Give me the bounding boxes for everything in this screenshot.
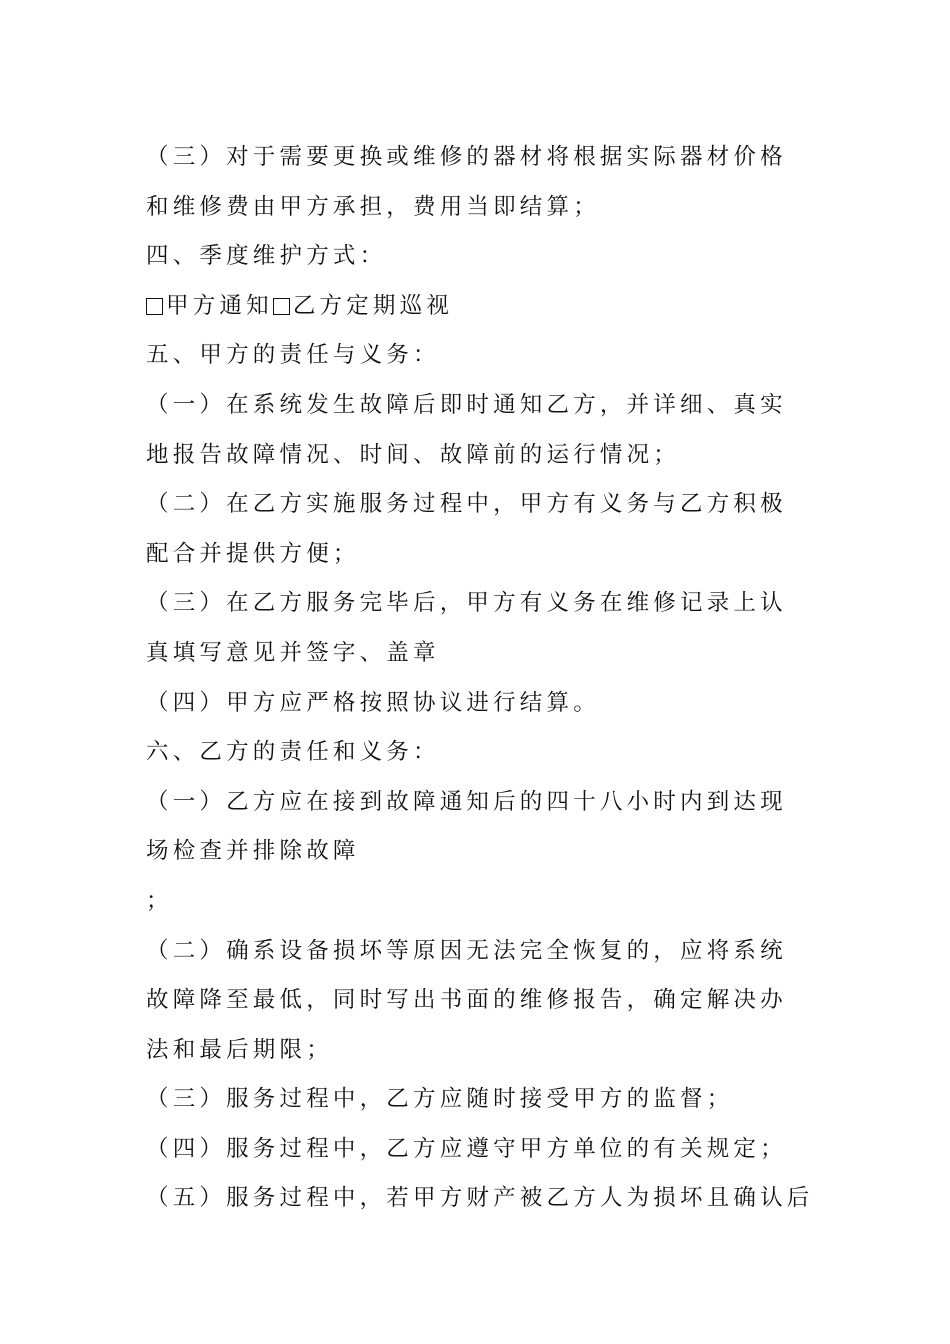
maintenance-options (146, 282, 806, 332)
section-4-heading: 四、季度维护方式： (146, 243, 387, 270)
section-5-heading: 五、甲方的责任与义务： (146, 342, 440, 369)
clause-5-3-paragraph: （三）在乙方服务完毕后，甲方有义务在维修记录上认真填写意见并签字、盖章 (146, 590, 787, 666)
option-party-a-notify: 甲方通知 (166, 292, 273, 319)
clause-6-2-paragraph: （二）确系设备损坏等原因无法完全恢复的，应将系统故障降至最低，同时写出书面的维修报告，确定解决办法和最后期限； (146, 937, 787, 1063)
section-6-heading: 六、乙方的责任和义务： (146, 739, 440, 766)
clause-6-3-paragraph: （三）服务过程中，乙方应随时接受甲方的监督； (146, 1086, 734, 1113)
clause-3-3-paragraph: （三）对于需要更换或维修的器材将根据实际器材价格和维修费由甲方承担，费用当即结算； (146, 144, 787, 220)
clause-6-5-paragraph: （五）服务过程中，若甲方财产被乙方人为损坏且确认后 (146, 1185, 814, 1212)
clause-6-4-paragraph: （四）服务过程中，乙方应遵守甲方单位的有关规定； (146, 1135, 787, 1162)
clause-5-2-paragraph: （二）在乙方实施服务过程中，甲方有义务与乙方积极配合并提供方便； (146, 491, 787, 567)
document-body (146, 133, 814, 1224)
clause-5-1-paragraph: （一）在系统发生故障后即时通知乙方，并详细、真实地报告故障情况、时间、故障前的运行情况； (146, 391, 787, 468)
option-party-b-patrol: 乙方定期巡视 (292, 292, 454, 319)
clause-5-4-paragraph: （四）甲方应严格按照协议进行结算。 (146, 689, 600, 716)
checkbox-icon[interactable] (273, 298, 290, 315)
checkbox-icon[interactable] (146, 298, 163, 315)
clause-6-1-paragraph: （一）乙方应在接到故障通知后的四十八小时内到达现场检查并排除故障 (146, 788, 787, 865)
clause-6-1-semicolon: ； (146, 887, 169, 914)
